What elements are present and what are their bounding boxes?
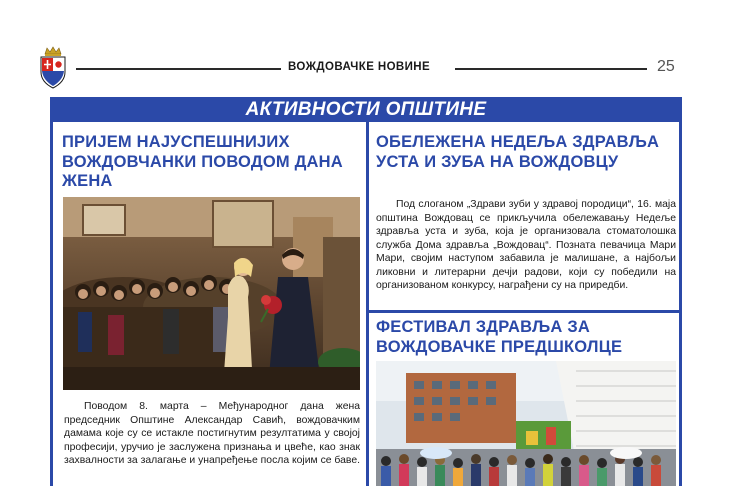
page-number: 25 xyxy=(657,58,675,75)
article1-body: Поводом 8. марта – Међународног дана жена председник Општине Александар Савић, вождовачким дамама које су се истакле постигнутим резултатима у својој професији, уручио је заслужена признања и цвеће, као знак захвалности за залагање и унапређење посла којим се баве. xyxy=(64,401,360,466)
article3-headline: ФЕСТИВАЛ ЗДРАВЉА ЗА ВОЖДОВАЧКЕ ПРЕДШКОЛЦЕ xyxy=(376,318,623,356)
section-banner: АКТИВНОСТИ ОПШТИНЕ xyxy=(50,97,682,122)
vozdovac-coat-of-arms-icon xyxy=(38,46,68,90)
article2-body: Под слоганом „Здрави зуби у здравој породици“, 16. маја општина Вождовац се прикључила обележавању Недеље здравља уста и зуба, која је организовала стоматолошка служба Дома здравља „Вождовац“. Позната певачица Мари Мари, својим наступом забавила је малишане, а најбољи ликовни и литерарни дечји радови, који су победили на организованом конкурсу, награђени су на приредби. xyxy=(376,199,676,291)
header-rule-right xyxy=(455,68,647,70)
column-divider xyxy=(366,122,369,486)
header-rule-left xyxy=(76,68,281,70)
article1-photo xyxy=(63,197,360,390)
article3-photo xyxy=(376,361,676,486)
article1-headline: ПРИЈЕМ НАЈУСПЕШНИЈИХ ВОЖДОВЧАНКИ ПОВОДОМ ДАНА ЖЕНА xyxy=(62,133,343,190)
publication-title: ВОЖДОВАЧКЕ НОВИНЕ xyxy=(288,61,431,73)
article-divider xyxy=(369,310,679,313)
article2-headline: ОБЕЛЕЖЕНА НЕДЕЉА ЗДРАВЉА УСТА И ЗУБА НА ВОЖДОВЦУ xyxy=(376,133,660,171)
